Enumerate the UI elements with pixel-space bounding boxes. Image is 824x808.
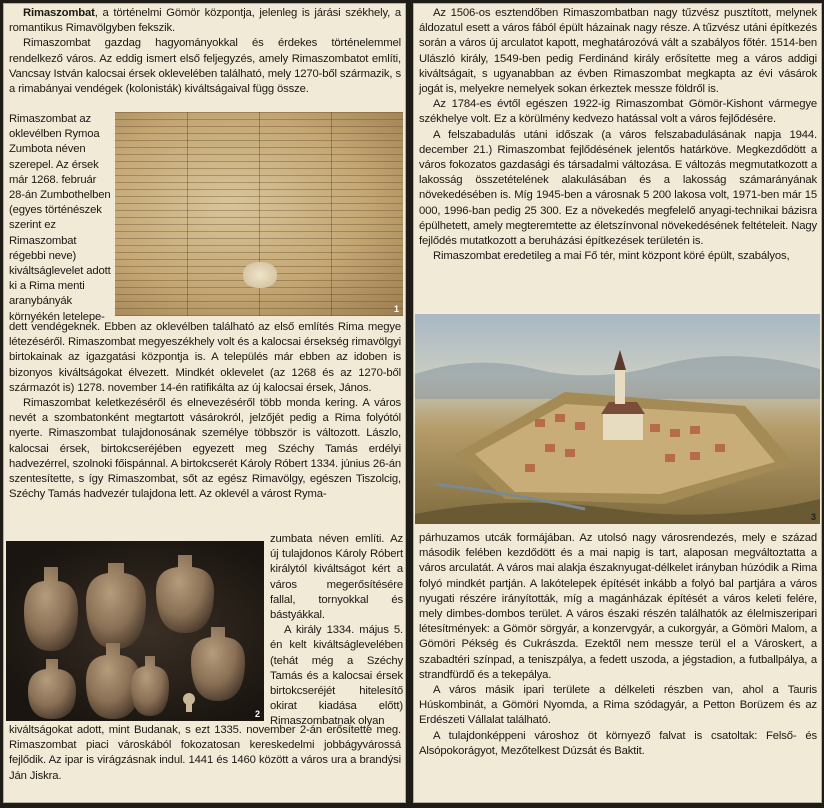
paragraph-text: A tulajdonképpeni városhoz öt környező falvat is csatoltak: Felső- és Alsópokorágyot, Mezőtelkest Dúzsát és Baktit. xyxy=(419,729,817,757)
upper-text xyxy=(419,6,817,264)
pottery-vessels-icon xyxy=(6,541,264,721)
pottery-artifacts-image xyxy=(6,541,264,721)
paragraph xyxy=(419,729,817,759)
paragraph xyxy=(419,249,817,264)
image-number: 2 xyxy=(254,709,260,719)
paragraph xyxy=(9,396,401,502)
middle-text xyxy=(9,320,401,502)
paragraph-text: dett vendégeknek. Ebben az oklevélben található az első említés Rima megye létezéséről. Rimaszombat megyeszékhely volt és a kalocsai érsekség rimavölgyi birtokainak az igazgatási központja is. A település már ebben az idoben is bizonyos kiváltságokat élvezett. Mindkét oklevelet (az 1268 és az 1270-ből származót is) 1278. november 14-én ratifikálta az új kalocsai érsek, János. xyxy=(9,321,401,394)
town-panorama-icon xyxy=(415,314,820,524)
narrow-column-text-2 xyxy=(270,532,403,730)
paragraph-text: zumbata néven említi. Az új tulajdonos Károly Róbert királytól kiváltságot kért a város megerősítésére fallal, tornyokkal és bástyákkal. xyxy=(270,533,403,622)
paragraph xyxy=(419,531,817,683)
historic-town-view-image xyxy=(415,314,820,524)
paragraph-text: párhuzamos utcák formájában. Az utolsó nagy városrendezés, mely e század második felében kezdődött és a mai napig is tart, alaposan megváltoztatta a város arculatát. A város mai alakja északnyugat-délkelet irányban húzódik a Rima folyó mindkét partján. A lakótelepek építését inkább a folyó bal partjára a város nyugati részére irányították, míg a magánházak építését a város keleti felére, mely dimbes-dombos terület. A város északi részén találhatók az élelmiszeripari létesítmények: a Gömör sörgyár, a konzervgyár, a cukorgyár, a Gömöri Malom, a Gömöri Pékség és Cukrászda. Ezektől nem messze terül el a Városkert, a szabadtéri színpad, a teniszpálya, a fedett uszoda, a jégstadion, a futballpálya, a strandfürdő és a tekepálya. xyxy=(419,532,817,681)
paragraph-text: A város másik ipari területe a délkeleti részben van, ahol a Tauris Húskombinát, a Gömöri Nyomda, a Rima szódagyár, a Petton Borüzem és az Erdészeti Vállalat található. xyxy=(419,684,817,727)
paragraph-text: Rimaszombat eredetileg a mai Fő tér, mint központ köré épült, szabályos, xyxy=(433,250,790,263)
paragraph-text: Az 1506-os esztendőben Rimaszombatban nagy tűzvész pusztított, melynek áldozatul esett a város fából épült házainak nagy része. A tűzvész utáni építkezés során a város új arculatot kapott, meghatározóvá vált a szabályos főtér. 1514-ben Ulászló király, 1549-ben pedig Ferdinánd király erősítette meg a város addigi kiváltságait, s ugyanabban az évben Rimaszombat megkapta az évi vásárok jogát is, melyekre nemelyek sokan érkeztek messze földről is. xyxy=(419,7,817,96)
paragraph-text: Rimaszombat keletkezéséről és elnevezéséről több monda kering. A város nevét a szombatonként megtartott vásárokról, jelzőjét pedig a Rima folyótól nyerte. Rimaszombat tulajdonosának személye többször is változott. Lászlo, kalocsai érsek, birtokcseréjében egyezett meg Széchy Tamás erdélyi hadvezérrel, szolnoki főispánnal. A birtokcserét Károly Róbert 1334. június 26-án szentesítette, s így Rimaszombat, sőt az egész Rimavölgy, egészen Tiszolcig, Széchy Tamás hadvezér tulajdona lett. Az oklevél a várost Ryma- xyxy=(9,397,401,501)
bottom-text: kiváltságokat adott, mint Budanak, s ezt 1335. november 2-án erősítette meg. Rimaszombat piaci városkából fokozatosan kereskedelmi jobbágyvárossá fejlődik. Az ipar is virágzásnak indul. 1441 és 1460 között a város ura a brandýsi Ján Jiskra. xyxy=(9,724,401,782)
narrow-column-text: Rimaszombat az oklevélben Rymoa Zumbota néven szerepel. Az érsek már 1268. február 28-án Zumbothelben (egyes történészek szerint ez Rimaszombat régebbi neve) kiváltságlevelet adott ki a Rima menti aranybányák környékén letelepe- xyxy=(9,113,111,323)
paragraph-lead-bold: Rimaszombat xyxy=(23,7,95,19)
image-number: 3 xyxy=(810,512,816,522)
paragraph-text: Rimaszombat gazdag hagyományokkal és érdekes történelemmel rendelkező város. Az eddig ismert első feljegyzés, amely Rimaszombatot említi, Vancsay István kalocsai érsek oklevelében található, mely 1270-ből származik, s a rimabányai vendégek (kolonisták) kiváltságaival függ össze. xyxy=(9,37,401,96)
paragraph xyxy=(419,128,817,250)
charter-document-image xyxy=(115,112,403,316)
paragraph-text: A király 1334. május 5. én kelt kiváltságlevelében (tehát még a Széchy Tamás és a kalocsai érsek birtokcseréjét hitelesítő okirat kiadása előtt) Rimaszombatnak olyan xyxy=(270,624,403,728)
paragraph xyxy=(270,623,403,729)
paragraph xyxy=(419,6,817,97)
paragraph-text: Az 1784-es évtől egészen 1922-ig Rimaszombat Gömör-Kishont vármegye székhelye volt. Ez a körülmény kedvezo hatással volt a város fejlődésére. xyxy=(419,98,817,126)
paragraph xyxy=(419,683,817,729)
intro-text xyxy=(9,6,401,97)
paragraph-text: , a történelmi Gömör központja, jelenleg is járási székhely, a romantikus Rimavölgyben fekszik. xyxy=(9,7,401,35)
left-page xyxy=(3,3,406,803)
paragraph xyxy=(9,36,401,97)
paragraph xyxy=(419,97,817,127)
paragraph xyxy=(9,6,401,36)
paragraph xyxy=(270,532,403,623)
right-page xyxy=(413,3,822,803)
paragraph-text: A felszabadulás utáni időszak (a város felszabadulásának napja 1944. december 21.) Rimaszombat fejlődésének jelentős határköve. Megkezdődött a város fokozatos gazdasági és társadalmi változása. E változás megmutatkozott a lakosság összetételének alakulásában és a lakosság számarányának növekedésében is. Míg 1945-ben a városnak 5 200 lakosa volt, 1971-ben már 15 000, 1996-ban pedig 25 300. Ez a növekedés megfelelő anyagi-technikai bázisra épülhetett, amely megteremtette az életszínvonal növekedésének feltételeit. Nagy fejlődés mutatkozott a beruházási építkezések területén is. xyxy=(419,128,817,248)
image-number: 1 xyxy=(393,304,399,314)
paragraph xyxy=(9,320,401,396)
lower-text xyxy=(419,531,817,759)
seal-icon xyxy=(243,262,277,288)
